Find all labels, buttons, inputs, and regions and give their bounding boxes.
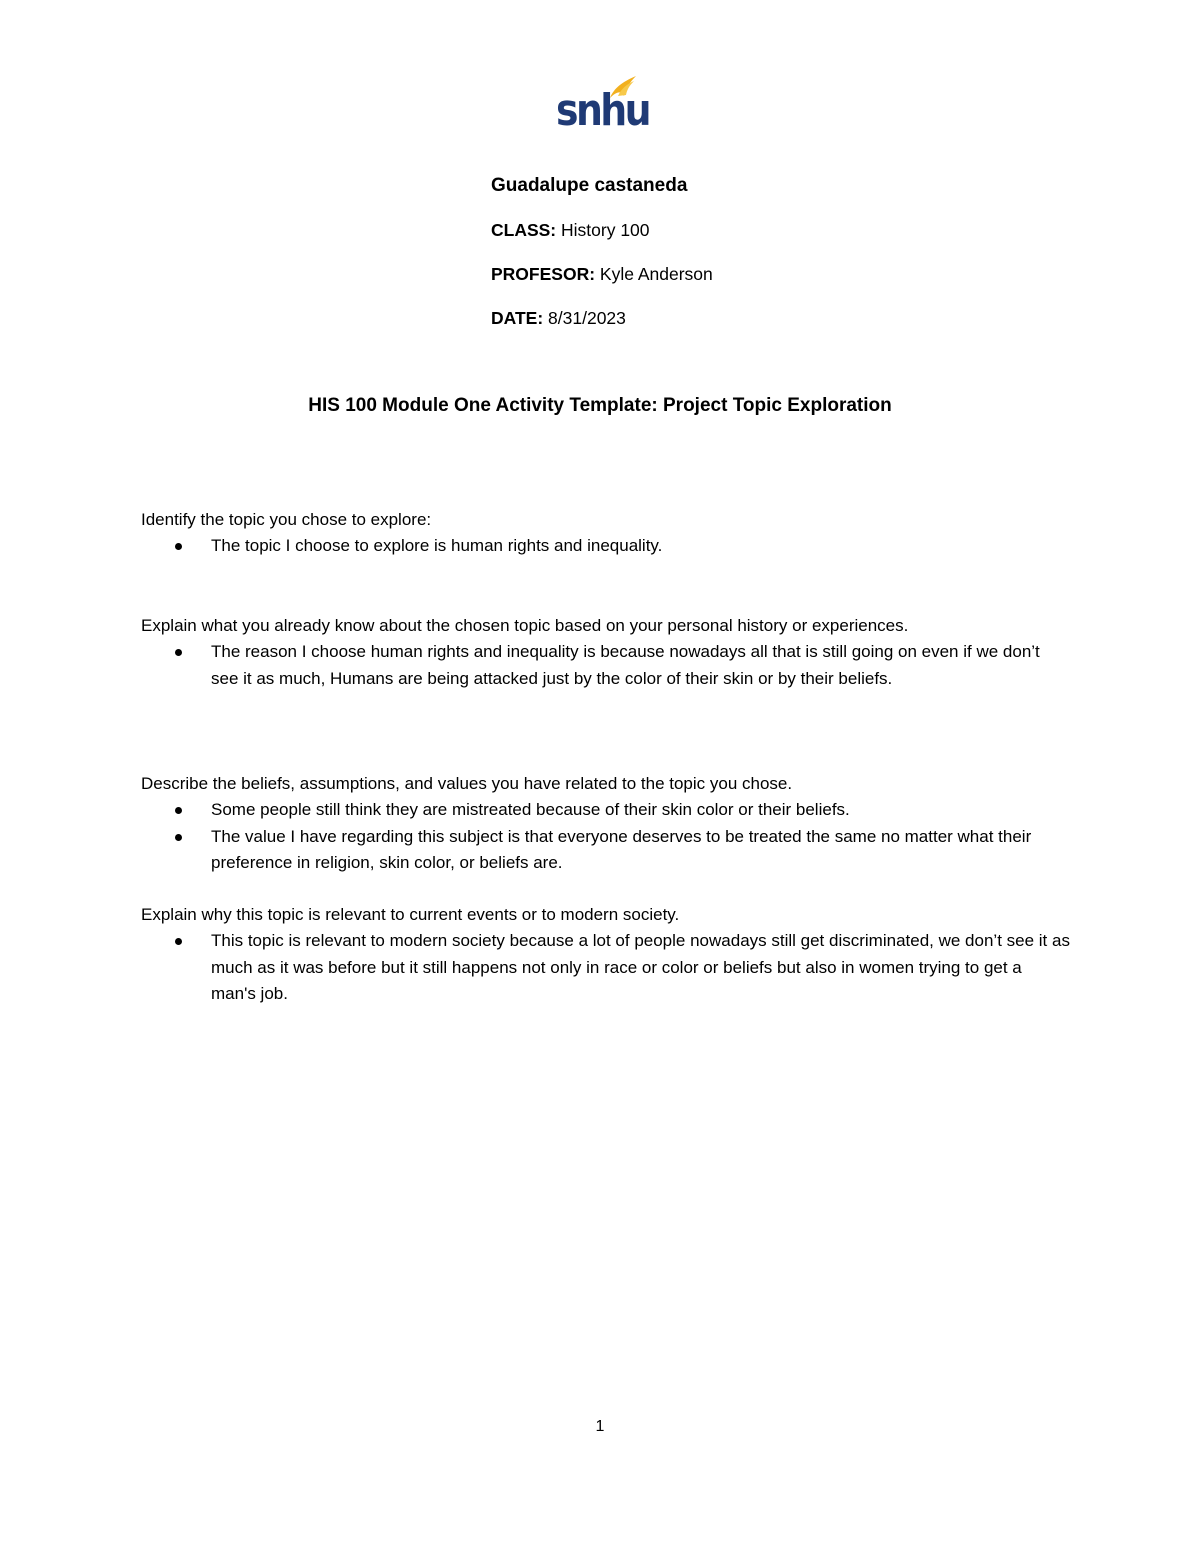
list-item xyxy=(141,928,1071,1008)
section-prior-knowledge xyxy=(141,613,1071,692)
list-item xyxy=(141,639,1071,692)
list-item-text: The value I have regarding this subject is that everyone deserves to be treated the same no matter what their preference in religion, skin color, or beliefs are. xyxy=(211,826,1032,872)
bullet-icon xyxy=(175,807,182,814)
bullet-icon xyxy=(175,834,182,841)
page-number: 1 xyxy=(595,1418,605,1435)
section-prompt: Identify the topic you chose to explore: xyxy=(141,510,432,529)
section-prompt: Explain what you already know about the chosen topic based on your personal history or experiences. xyxy=(141,616,909,635)
list-item-text: This topic is relevant to modern society because a lot of people nowadays still get discriminated, we don’t see it as much as it was before but it still happens not only in race or color or beliefs but also in women trying to get a man's job. xyxy=(211,931,1070,1003)
bullet-list xyxy=(141,639,1071,692)
list-item xyxy=(141,797,1071,824)
section-topic xyxy=(141,507,1071,560)
date-key: DATE: xyxy=(491,308,544,328)
list-item xyxy=(141,533,1071,560)
list-item-text: Some people still think they are mistreated because of their skin color or their beliefs. xyxy=(211,800,850,819)
professor-key: PROFESOR: xyxy=(491,264,596,284)
bullet-list xyxy=(141,533,1071,560)
bullet-icon xyxy=(175,543,182,550)
class-line xyxy=(491,216,991,244)
logo-wordmark: snhu xyxy=(556,85,650,136)
student-name: Guadalupe castaneda xyxy=(491,175,688,196)
bullet-list xyxy=(141,797,1071,877)
section-relevance xyxy=(141,902,1071,1008)
section-prompt: Explain why this topic is relevant to current events or to modern society. xyxy=(141,905,680,924)
section-beliefs xyxy=(141,771,1071,877)
class-key: CLASS: xyxy=(491,220,557,240)
list-item-text: The reason I choose human rights and inequality is because nowadays all that is still going on even if we don’t see it as much, Humans are being attacked just by the color of their skin or by their beliefs. xyxy=(211,642,1040,688)
bullet-icon xyxy=(175,938,182,945)
class-value: History 100 xyxy=(556,220,650,240)
date-line xyxy=(491,304,991,332)
date-value: 8/31/2023 xyxy=(543,308,626,328)
bullet-list xyxy=(141,928,1071,1008)
professor-value: Kyle Anderson xyxy=(595,264,713,284)
snhu-logo xyxy=(556,74,650,136)
cover-info xyxy=(491,172,991,348)
section-prompt: Describe the beliefs, assumptions, and values you have related to the topic you chose. xyxy=(141,774,793,793)
list-item-text: The topic I choose to explore is human rights and inequality. xyxy=(211,536,663,555)
bullet-icon xyxy=(175,649,182,656)
document-title: HIS 100 Module One Activity Template: Project Topic Exploration xyxy=(308,395,892,416)
list-item xyxy=(141,824,1071,877)
professor-line xyxy=(491,260,991,288)
